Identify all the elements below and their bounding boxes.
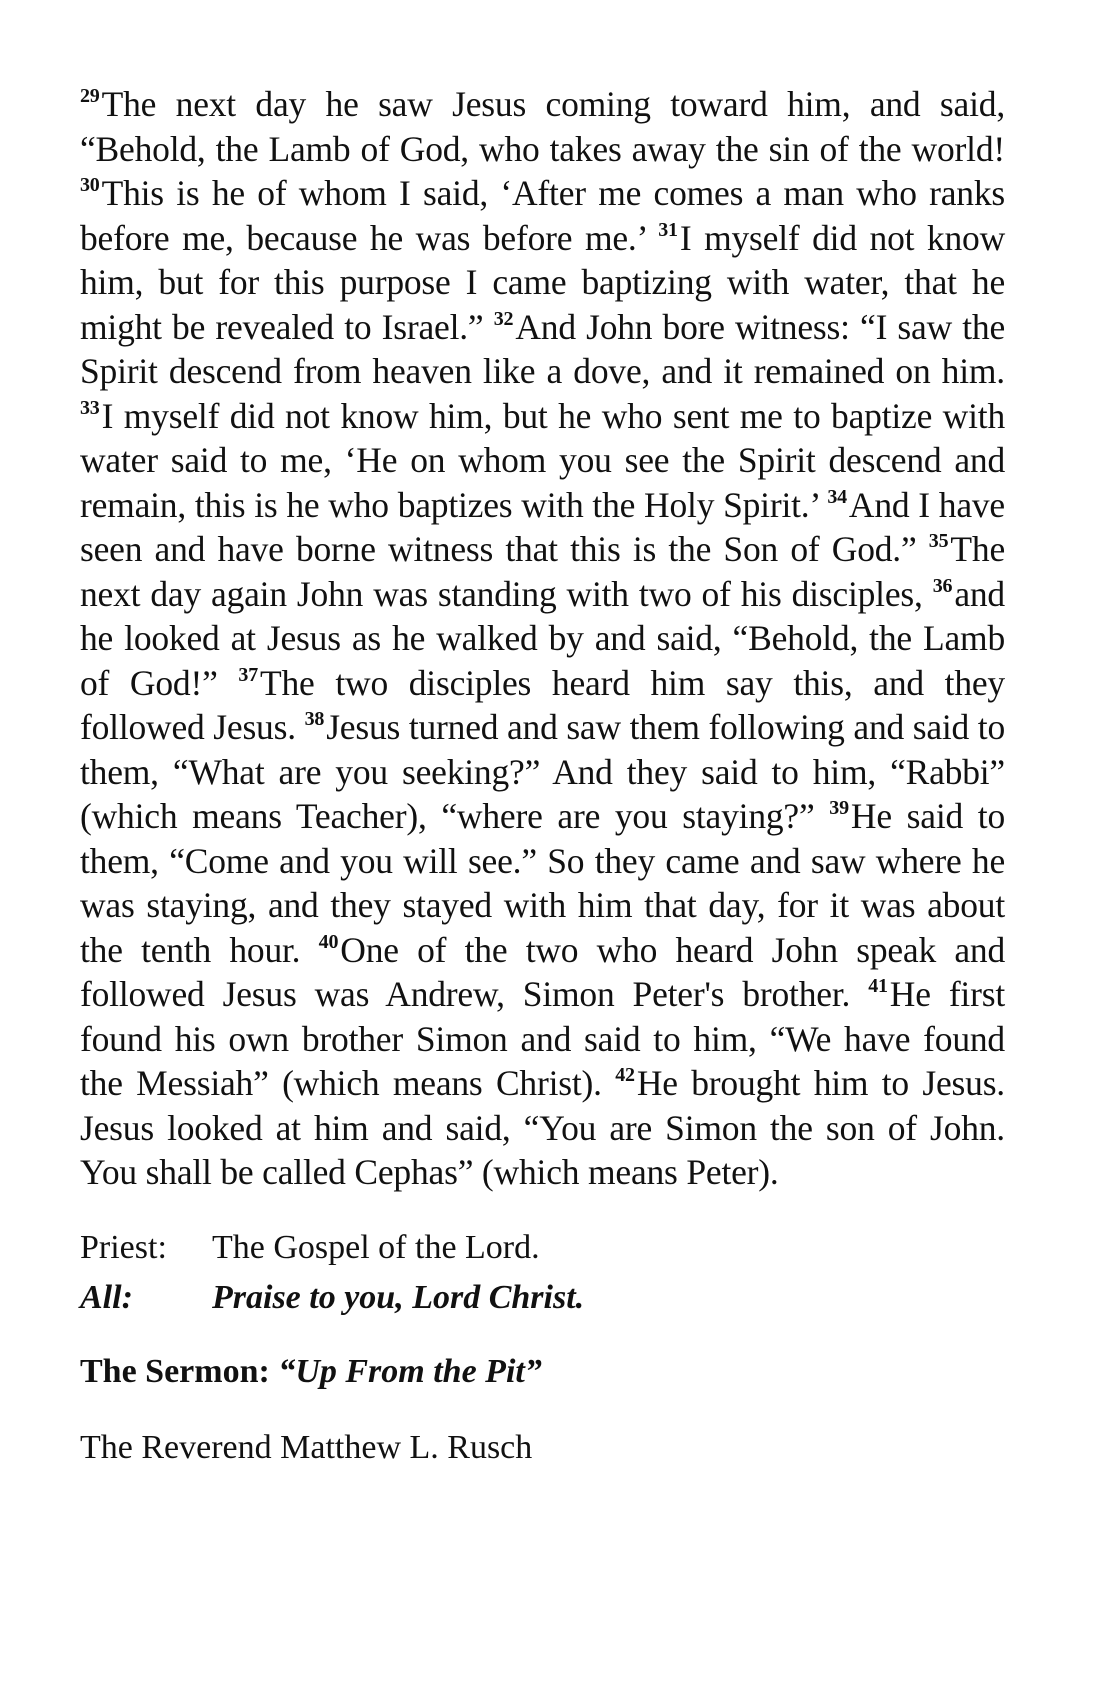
priest-line xyxy=(80,1223,1005,1273)
verse-text: The two disciples heard him say this, and they followed Jesus. xyxy=(80,662,1005,747)
all-label: All: xyxy=(80,1278,133,1316)
verse-text: The next day again John was standing with two of his disciples, xyxy=(80,529,1005,614)
verse-text: He said to them, “Come and you will see.” So they came and saw where he was staying, and they stayed with him that day, for it was about the tenth hour. xyxy=(80,796,1005,970)
verse-number: 36 xyxy=(932,574,953,597)
verse-number: 35 xyxy=(928,530,949,552)
verse-number: 33 xyxy=(80,396,100,419)
bulletin-page xyxy=(80,82,1005,1473)
all-line xyxy=(80,1273,1005,1323)
verse-text: The next day he saw Jesus coming toward him, and said, “Behold, the Lamb of God, who takes away the sin of the world! xyxy=(80,84,1005,169)
verse-number: 40 xyxy=(318,930,339,953)
verse-text: He first found his own brother Simon and said to him, “We have found the Messiah” (which means Christ). xyxy=(80,974,1005,1103)
priest-label: Priest: xyxy=(80,1228,167,1266)
verse-text: Jesus turned and saw them following and said to them, “What are you seeking?” And they said to him, “Rabbi” (which means Teacher), “where are you staying?” xyxy=(80,707,1005,836)
verse-text: He brought him to Jesus. Jesus looked at him and said, “You are Simon the son of John. You shall be called Cephas” (which means Peter). xyxy=(80,1063,1005,1192)
verse-text: I myself did not know him, but he who sent me to baptize with water said to me, ‘He on whom you see the Spirit descend and remain, this is he who baptizes with the Holy Spirit.’ xyxy=(80,395,1005,525)
verse-number: 34 xyxy=(827,485,847,508)
priest-text: The Gospel of the Lord. xyxy=(212,1228,540,1266)
verse-text: One of the two who heard John speak and followed Jesus was Andrew, Simon Peter's brother. xyxy=(80,929,1005,1014)
verse-number: 39 xyxy=(829,797,849,819)
verse-number: 31 xyxy=(658,218,678,241)
sermon-title: “Up From the Pit” xyxy=(278,1352,542,1390)
verse-number: 38 xyxy=(304,708,325,730)
verse-text: I myself did not know him, but for this purpose I came baptizing with water, that he might be revealed to Israel.” xyxy=(80,217,1005,347)
all-text: Praise to you, Lord Christ. xyxy=(212,1278,585,1316)
verse-text: This is he of whom I said, ‘After me comes a man who ranks before me, because he was before me.’ xyxy=(80,173,1005,258)
verse-text: And John bore witness: “I saw the Spirit descend from heaven like a dove, and it remained on him. xyxy=(80,306,1006,391)
gospel-reading xyxy=(80,82,1005,1195)
preacher-name: The Reverend Matthew L. Rusch xyxy=(80,1428,533,1466)
sermon-heading xyxy=(80,1347,1005,1397)
sermon-label: The Sermon: xyxy=(80,1352,279,1390)
verse-number: 42 xyxy=(615,1064,635,1086)
verse-text: And I have seen and have borne witness that this is the Son of God.” xyxy=(80,484,1005,569)
verse-number: 37 xyxy=(238,663,258,686)
gospel-response xyxy=(80,1223,1005,1323)
verse-number: 29 xyxy=(80,85,100,107)
verse-number: 30 xyxy=(80,174,100,196)
verse-text: and he looked at Jesus as he walked by and said, “Behold, the Lamb of God!” xyxy=(80,573,1005,703)
verse-number: 32 xyxy=(493,307,514,330)
verse-number: 41 xyxy=(868,975,888,997)
